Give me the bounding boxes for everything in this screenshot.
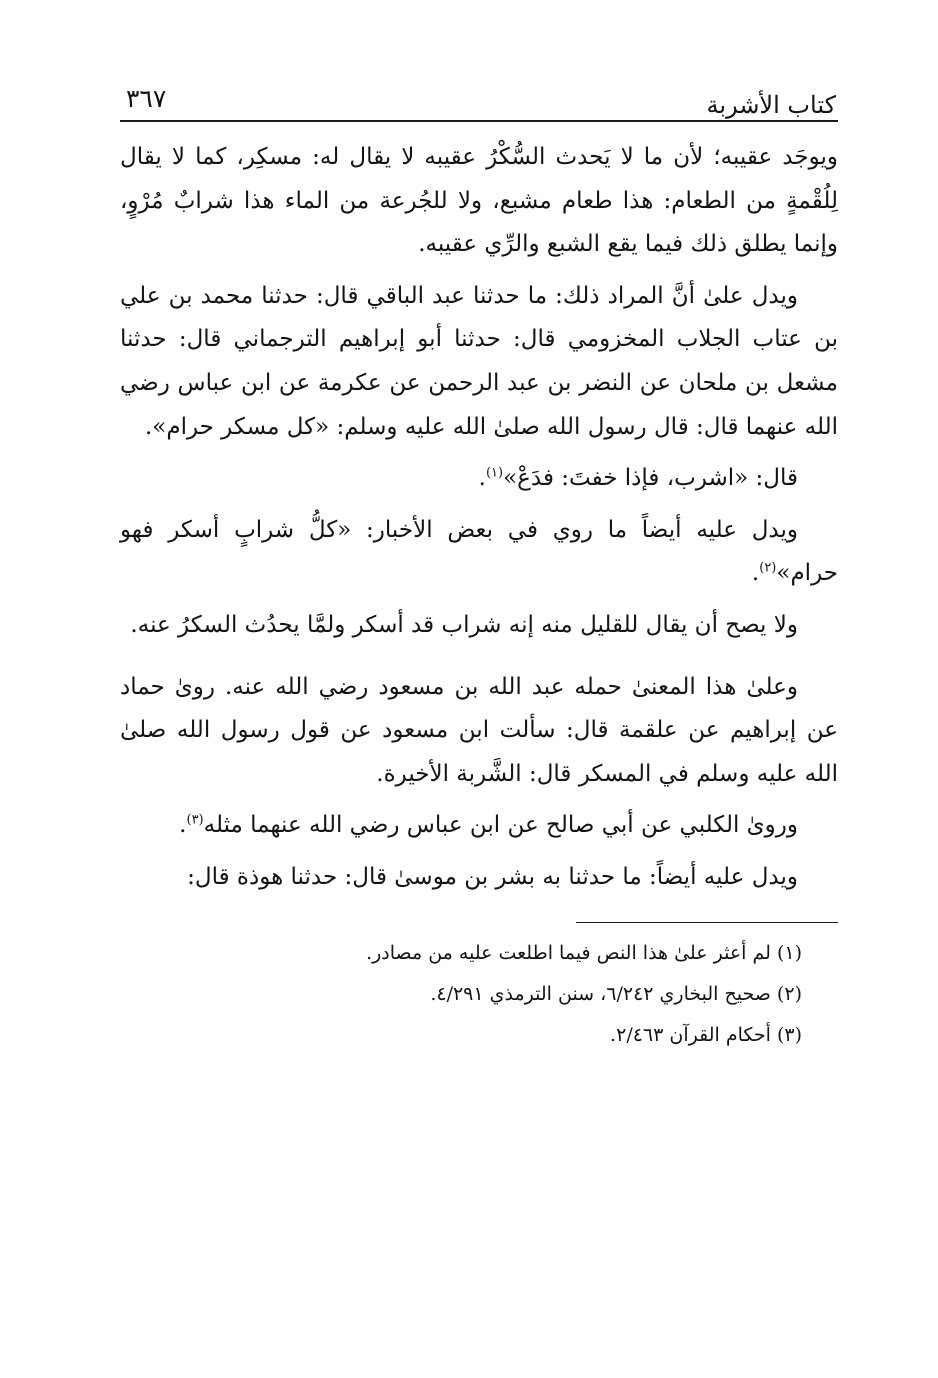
book-page [120,76,838,1056]
page-number: ٣٦٧ [126,84,167,113]
paragraph-8-text: ويدل عليه أيضاً: ما حدثنا به بشر بن موسىٰ قال: حدثنا هوذة قال: [187,863,798,890]
paragraph-4-text: ويدل عليه أيضاً ما روي في بعض الأخبار: «كلُّ شرابٍ أسكر فهو حرام» [120,516,838,587]
paragraph-7-period: . [179,812,187,839]
footnote-3: (٣) أحكام القرآن ٢/٤٦٣. [610,1023,802,1046]
footnotes [120,933,838,1056]
paragraph-1-text: ويوجَد عقيبه؛ لأن ما لا يَحدث السُّكْرُ عقيبه لا يقال له: مسكِر، كما لا يقال لِلُقْمةٍ من الطعام: هذا طعام مشبع، ولا للجُرعة من الماء هذا شرابٌ مُرْوٍ، وإنما يطلق ذلك فيما يقع الشبع والرِّي عقيبه. [120,144,838,258]
paragraph-5-text: ولا يصح أن يقال للقليل منه إنه شراب قد أسكر ولمَّا يحدُث السكرُ عنه. [130,611,798,638]
paragraph-4-period: . [751,560,760,587]
paragraph-2 [120,275,838,449]
paragraph-5 [120,604,838,648]
paragraph-7-text: وروىٰ الكلبي عن أبي صالح عن ابن عباس رضي الله عنهما مثله [203,812,798,839]
running-title: كتاب الأشربة [706,91,836,119]
paragraph-3 [120,457,838,501]
paragraph-1 [120,136,838,267]
paragraph-6-text: وعلىٰ هذا المعنىٰ حمله عبد الله بن مسعود رضي الله عنه. روىٰ حماد عن إبراهيم عن علقمة قال: سألت ابن مسعود عن قول رسول الله صلىٰ الله عليه وسلم في المسكر قال: الشَّربة الأخيرة. [120,673,838,787]
paragraph-3-period: . [478,465,486,492]
footnote-ref-3[interactable]: (٣) [186,812,204,828]
footnote-1: (١) لم أعثر علىٰ هذا النص فيما اطلعت عليه من مصادر. [366,941,802,964]
paragraph-3-text: قال: «اشرب، فإذا خفتَ: فدَعْ» [503,465,798,492]
footnote-2: (٢) صحيح البخاري ٦/٢٤٢، سنن الترمذي ٤/٢٩١. [430,982,802,1005]
paragraph-7 [120,804,838,848]
main-text [120,136,838,900]
footnote-ref-1[interactable]: (١) [485,465,504,481]
page-header [120,76,838,122]
paragraph-6 [120,666,838,797]
footnote-ref-2[interactable]: (٢) [759,560,777,576]
paragraph-4 [120,509,838,596]
paragraph-2-text: ويدل علىٰ أنَّ المراد ذلك: ما حدثنا عبد الباقي قال: حدثنا محمد بن علي بن عتاب الجلاب المخزومي قال: حدثنا أبو إبراهيم الترجماني قال: حدثنا مشعل بن ملحان عن النضر بن عبد الرحمن عن عكرمة عن ابن عباس رضي الله عنهما قال: قال رسول الله صلىٰ الله عليه وسلم: «كل مسكر حرام». [120,282,838,440]
paragraph-8 [120,856,838,900]
footnote-divider [576,922,838,923]
